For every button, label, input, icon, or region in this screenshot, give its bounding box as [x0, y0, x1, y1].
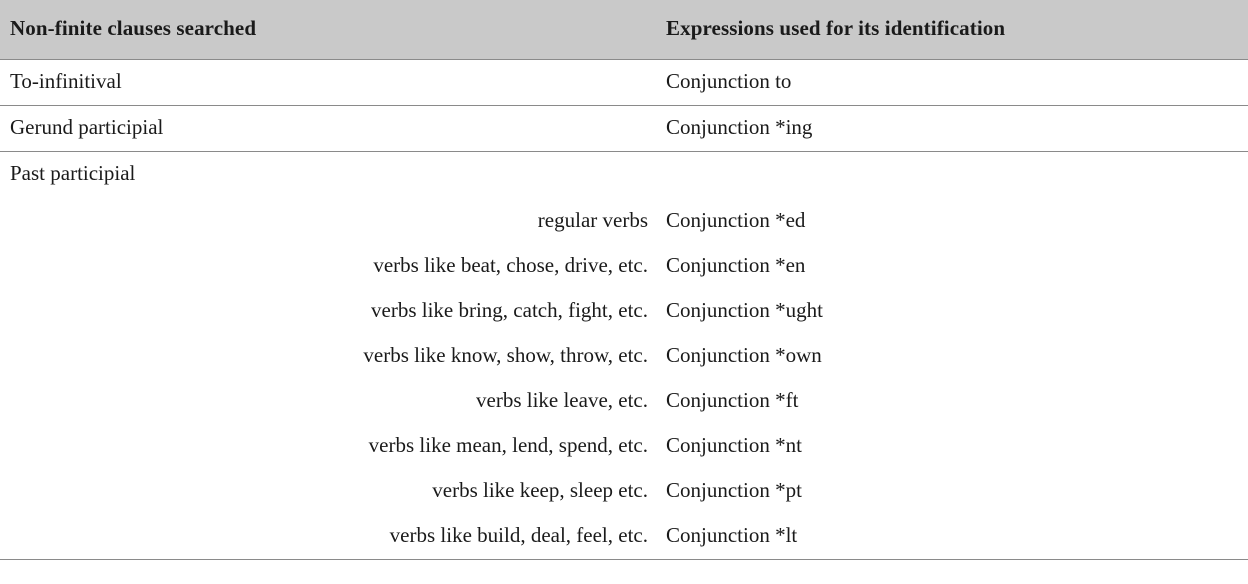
cell-subitem-regular-verbs: regular verbs — [537, 208, 648, 232]
table-row — [0, 424, 1248, 469]
table-body — [0, 60, 1248, 560]
cell-expression-verbs-en: Conjunction *en — [666, 253, 806, 277]
table-foot — [0, 560, 1248, 561]
cell-subitem-verbs-lt: verbs like build, deal, feel, etc. — [389, 523, 648, 547]
cell-expression-verbs-ught: Conjunction *ught — [666, 298, 823, 322]
group-label-text: Past participial — [10, 161, 136, 185]
bottom-rule-right — [658, 560, 1248, 561]
table-row — [0, 334, 1248, 379]
table-row — [0, 379, 1248, 424]
table-row — [0, 199, 1248, 244]
column-header-expressions: Expressions used for its identification — [666, 16, 1006, 40]
table-row — [0, 514, 1248, 560]
cell-subitem-verbs-en: verbs like beat, chose, drive, etc. — [373, 253, 648, 277]
table-row — [0, 60, 1248, 106]
cell-subitem-verbs-own: verbs like know, show, throw, etc. — [363, 343, 648, 367]
cell-clause-to-infinitival: To-infinitival — [0, 60, 658, 106]
cell-group-label-past-participial — [0, 152, 658, 200]
table-row — [0, 244, 1248, 289]
table-row — [0, 106, 1248, 152]
cell-subitem-verbs-pt: verbs like keep, sleep etc. — [432, 478, 648, 502]
column-header-clauses: Non-finite clauses searched — [10, 16, 257, 40]
table-row-group-header — [0, 152, 1248, 200]
bottom-rule-left — [0, 560, 658, 561]
cell-clause-gerund-participial: Gerund participial — [0, 106, 658, 152]
cell-subitem-verbs-ught: verbs like bring, catch, fight, etc. — [371, 298, 648, 322]
cell-expression-to-infinitival: Conjunction to — [658, 60, 1248, 106]
cell-expression-verbs-own: Conjunction *own — [666, 343, 822, 367]
cell-expression-gerund-participial: Conjunction *ing — [658, 106, 1248, 152]
cell-expression-regular-verbs: Conjunction *ed — [666, 208, 806, 232]
table-row — [0, 289, 1248, 334]
cell-expression-verbs-nt: Conjunction *nt — [666, 433, 802, 457]
cell-expression-verbs-pt: Conjunction *pt — [666, 478, 802, 502]
table-row — [0, 469, 1248, 514]
cell-group-header-empty — [658, 152, 1248, 200]
table-head — [0, 0, 1248, 60]
cell-expression-verbs-lt: Conjunction *lt — [666, 523, 798, 547]
table-bottom-rule-row — [0, 560, 1248, 561]
table-header-row — [0, 0, 1248, 60]
cell-expression-verbs-ft: Conjunction *ft — [666, 388, 799, 412]
cell-subitem-verbs-nt: verbs like mean, lend, spend, etc. — [368, 433, 648, 457]
cell-subitem-verbs-ft: verbs like leave, etc. — [476, 388, 648, 412]
